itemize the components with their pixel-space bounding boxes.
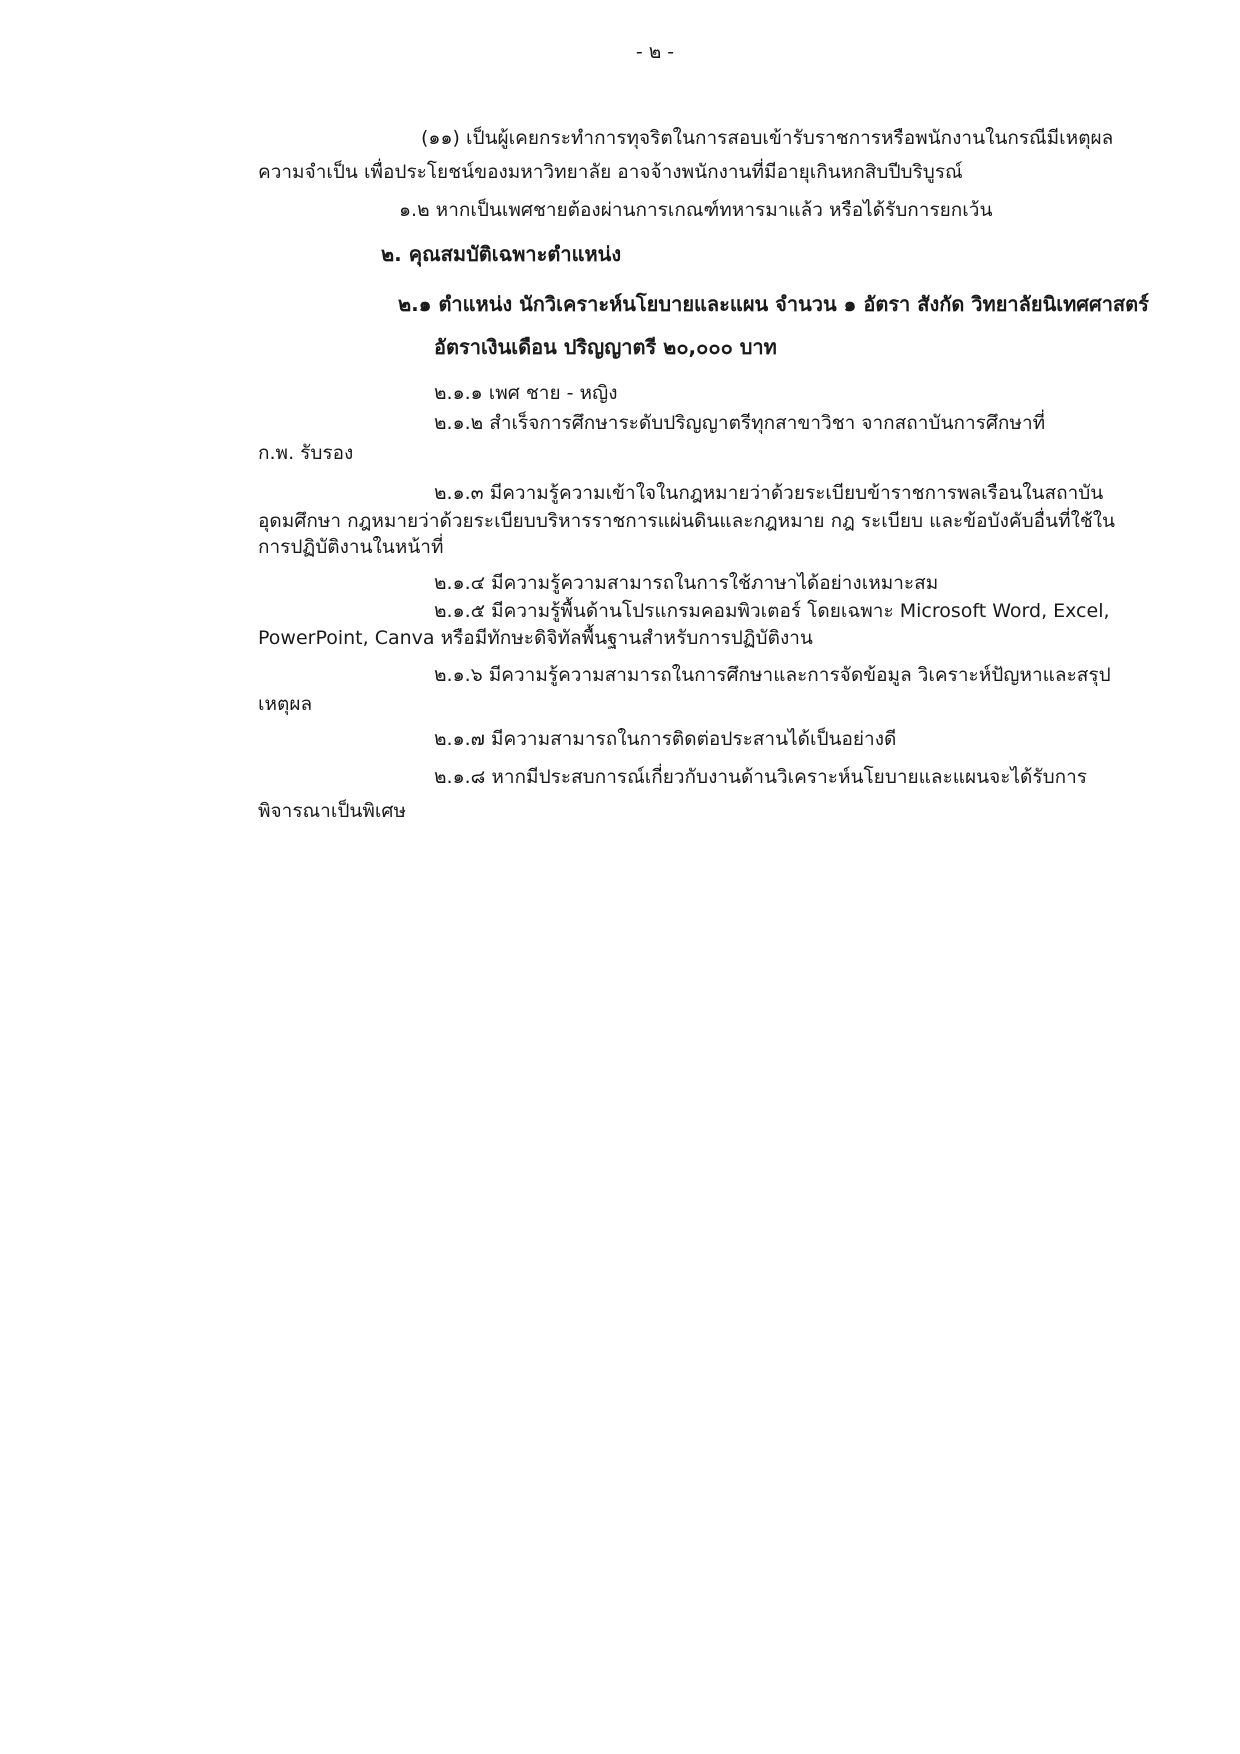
- item-11-line-1: (๑๑) เป็นผู้เคยกระทำการทุจริตในการสอบเข้ารับราชการหรือพนักงานในกรณีมีเหตุผล: [421, 127, 1114, 149]
- item-2-1-8-line-2: พิจารณาเป็นพิเศษ: [258, 800, 406, 822]
- item-2-1-3-line-3: การปฏิบัติงานในหน้าที่: [258, 536, 444, 558]
- item-2-1-5-line-2: PowerPoint, Canva หรือมีทักษะดิจิทัลพื้นฐานสำหรับการปฏิบัติงาน: [258, 627, 813, 649]
- item-11-line-2: ความจำเป็น เพื่อประโยชน์ของมหาวิทยาลัย อาจจ้างพนักงานที่มีอายุเกินหกสิบปีบริบูรณ์: [258, 161, 963, 183]
- item-2-1-3-line-1: ๒.๑.๓ มีความรู้ความเข้าใจในกฎหมายว่าด้วยระเบียบข้าราชการพลเรือนในสถาบัน: [434, 482, 1104, 504]
- item-2-1-4: ๒.๑.๔ มีความรู้ความสามารถในการใช้ภาษาได้อย่างเหมาะสม: [434, 572, 939, 594]
- item-2-1-3-line-2: อุดมศึกษา กฎหมายว่าด้วยระเบียบบริหารราชการแผ่นดินและกฎหมาย กฎ ระเบียบ และข้อบังคับอื่นที่ใช้ใน: [258, 510, 1116, 532]
- item-1-2: ๑.๒ หากเป็นเพศชายต้องผ่านการเกณฑ์ทหารมาแล้ว หรือได้รับการยกเว้น: [399, 199, 993, 221]
- section-2-heading: ๒. คุณสมบัติเฉพาะตำแหน่ง: [381, 242, 622, 266]
- page-number: - ๒ -: [635, 41, 675, 63]
- item-2-1-1: ๒.๑.๑ เพศ ชาย - หญิง: [434, 382, 618, 404]
- item-2-1-2-line-1: ๒.๑.๒ สำเร็จการศึกษาระดับปริญญาตรีทุกสาขาวิชา จากสถาบันการศึกษาที่: [434, 412, 1046, 434]
- item-2-1-7: ๒.๑.๗ มีความสามารถในการติดต่อประสานได้เป็นอย่างดี: [434, 728, 897, 750]
- item-2-1-2-line-2: ก.พ. รับรอง: [258, 442, 354, 464]
- item-2-1-8-line-1: ๒.๑.๘ หากมีประสบการณ์เกี่ยวกับงานด้านวิเคราะห์นโยบายและแผนจะได้รับการ: [434, 766, 1088, 788]
- item-2-1-5-line-1: ๒.๑.๕ มีความรู้พื้นด้านโปรแกรมคอมพิวเตอร์ โดยเฉพาะ Microsoft Word, Excel,: [434, 600, 1110, 622]
- position-heading: ๒.๑ ตำแหน่ง นักวิเคราะห์นโยบายและแผน จำนวน ๑ อัตรา สังกัด วิทยาลัยนิเทศศาสตร์: [398, 292, 1149, 316]
- item-2-1-6-line-2: เหตุผล: [258, 693, 313, 715]
- salary-heading: อัตราเงินเดือน ปริญญาตรี ๒๐,๐๐๐ บาท: [434, 335, 777, 359]
- item-2-1-6-line-1: ๒.๑.๖ มีความรู้ความสามารถในการศึกษาและการจัดข้อมูล วิเคราะห์ปัญหาและสรุป: [434, 664, 1111, 686]
